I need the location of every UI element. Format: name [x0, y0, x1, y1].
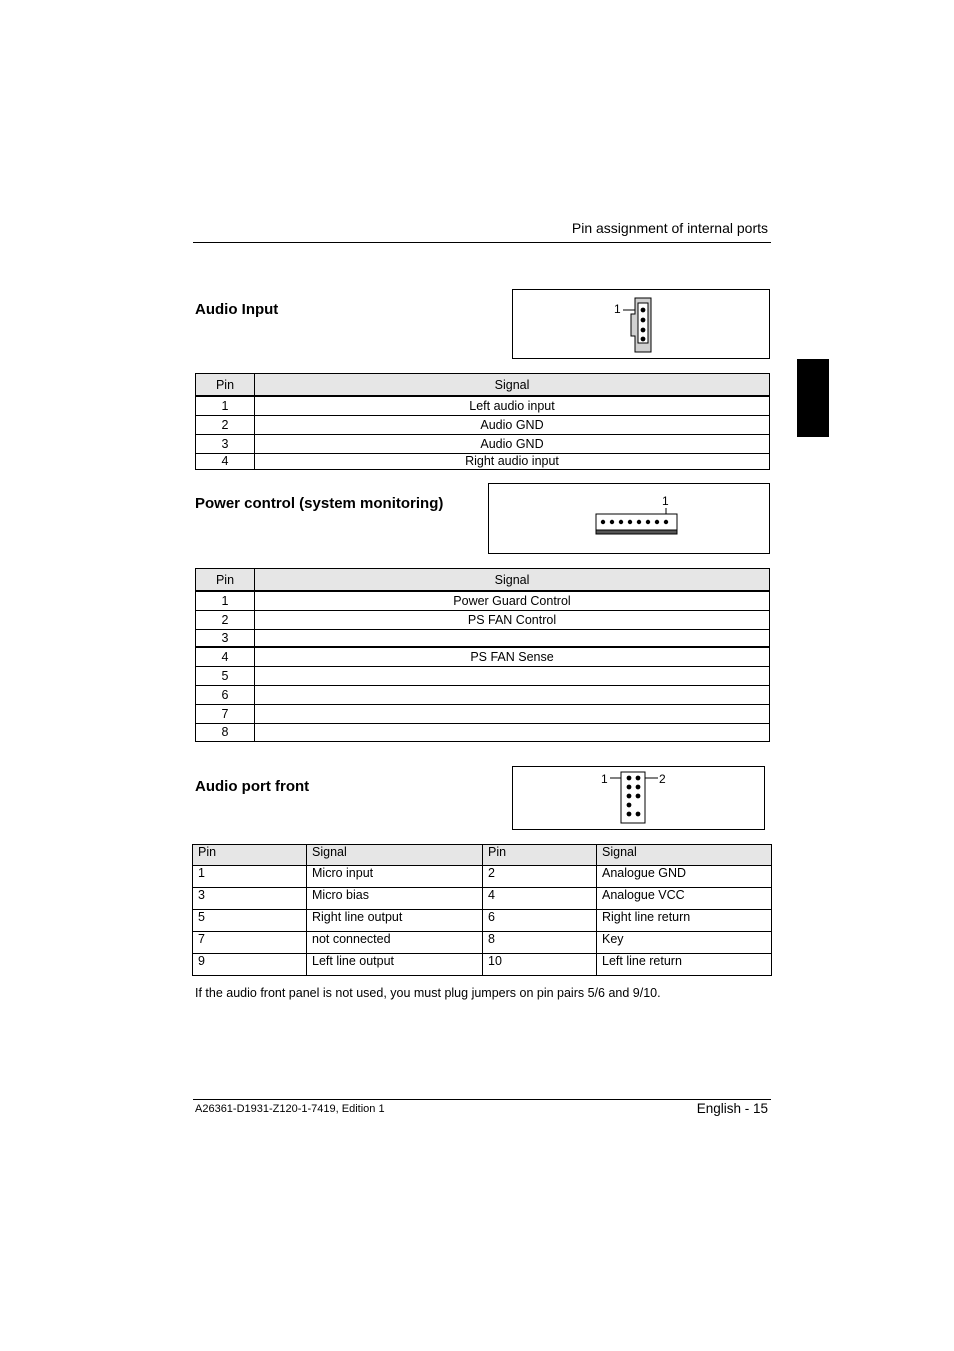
audio-input-table	[195, 373, 770, 470]
pin-cell: 4	[483, 888, 597, 910]
power-control-heading: Power control (system monitoring)	[195, 495, 444, 512]
running-header: Pin assignment of internal ports	[571, 220, 768, 236]
signal-cell: Micro bias	[307, 888, 483, 910]
table-row	[193, 866, 772, 888]
col-header-pin: Pin	[483, 845, 597, 866]
pin-cell: 1	[196, 396, 255, 415]
audio-input-connector-icon	[513, 290, 771, 360]
col-header-pin: Pin	[196, 374, 255, 397]
table-row	[196, 704, 770, 723]
pin-cell: 2	[483, 866, 597, 888]
pin-cell: 10	[483, 954, 597, 976]
power-control-table	[195, 568, 770, 742]
table-row	[196, 591, 770, 610]
signal-cell: Power Guard Control	[255, 591, 770, 610]
table-row	[193, 932, 772, 954]
pin-cell: 6	[483, 910, 597, 932]
table-row	[196, 723, 770, 741]
signal-cell: PS FAN Sense	[255, 647, 770, 666]
signal-cell: Analogue VCC	[597, 888, 772, 910]
table-row	[196, 647, 770, 666]
pin-cell: 4	[196, 647, 255, 666]
audio-port-front-table	[192, 844, 772, 976]
pin-cell: 9	[193, 954, 307, 976]
pin-cell: 1	[196, 591, 255, 610]
page-number: English - 15	[696, 1101, 768, 1116]
pin1-label: 1	[662, 494, 669, 508]
pin-cell: 7	[196, 704, 255, 723]
pin-cell: 2	[196, 415, 255, 434]
pin1-label: 1	[614, 302, 621, 316]
table-row	[193, 954, 772, 976]
pin-cell: 3	[196, 629, 255, 647]
signal-cell	[255, 685, 770, 704]
signal-cell: Key	[597, 932, 772, 954]
col-header-pin: Pin	[193, 845, 307, 866]
pin-cell: 6	[196, 685, 255, 704]
power-control-connector-figure	[488, 483, 770, 554]
jumper-note: If the audio front panel is not used, you must plug jumpers on pin pairs 5/6 and 9/10.	[195, 986, 661, 1000]
audio-port-front-connector-icon	[513, 767, 766, 831]
signal-cell: Audio GND	[255, 415, 770, 434]
signal-cell: Micro input	[307, 866, 483, 888]
col-header-signal: Signal	[597, 845, 772, 866]
signal-cell: not connected	[307, 932, 483, 954]
table-row	[196, 396, 770, 415]
signal-cell: Left line return	[597, 954, 772, 976]
pin-cell: 1	[193, 866, 307, 888]
signal-cell: Right audio input	[255, 453, 770, 469]
pin1-label: 1	[601, 772, 608, 786]
audio-input-heading: Audio Input	[195, 301, 279, 318]
pin-cell: 5	[196, 666, 255, 685]
pin-cell: 8	[196, 723, 255, 741]
signal-cell: PS FAN Control	[255, 610, 770, 629]
document-id: A26361-D1931-Z120-1-7419, Edition 1	[195, 1103, 385, 1115]
signal-cell: Right line return	[597, 910, 772, 932]
pin-cell: 3	[196, 434, 255, 453]
signal-cell: Analogue GND	[597, 866, 772, 888]
pin-cell: 3	[193, 888, 307, 910]
footer-rule	[193, 1099, 771, 1100]
signal-cell: Left audio input	[255, 396, 770, 415]
signal-cell	[255, 704, 770, 723]
table-row	[196, 666, 770, 685]
signal-cell: Left line output	[307, 954, 483, 976]
table-row	[196, 453, 770, 469]
signal-cell	[255, 723, 770, 741]
col-header-signal: Signal	[255, 569, 770, 592]
col-header-pin: Pin	[196, 569, 255, 592]
audio-port-front-connector-figure	[512, 766, 765, 830]
table-row	[193, 888, 772, 910]
chapter-tab-marker	[797, 359, 829, 437]
signal-cell: Audio GND	[255, 434, 770, 453]
signal-cell	[255, 629, 770, 647]
pin-cell: 7	[193, 932, 307, 954]
table-row	[196, 434, 770, 453]
pin-cell: 8	[483, 932, 597, 954]
pin-cell: 5	[193, 910, 307, 932]
pin2-label: 2	[659, 772, 666, 786]
header-rule	[193, 242, 771, 243]
col-header-signal: Signal	[307, 845, 483, 866]
table-row	[196, 610, 770, 629]
audio-input-connector-figure	[512, 289, 770, 359]
table-row	[196, 629, 770, 647]
table-row	[193, 910, 772, 932]
pin-cell: 4	[196, 453, 255, 469]
table-row	[196, 685, 770, 704]
col-header-signal: Signal	[255, 374, 770, 397]
signal-cell: Right line output	[307, 910, 483, 932]
table-row	[196, 415, 770, 434]
pin-cell: 2	[196, 610, 255, 629]
audio-port-front-heading: Audio port front	[195, 778, 310, 795]
power-control-connector-icon	[489, 484, 771, 555]
signal-cell	[255, 666, 770, 685]
